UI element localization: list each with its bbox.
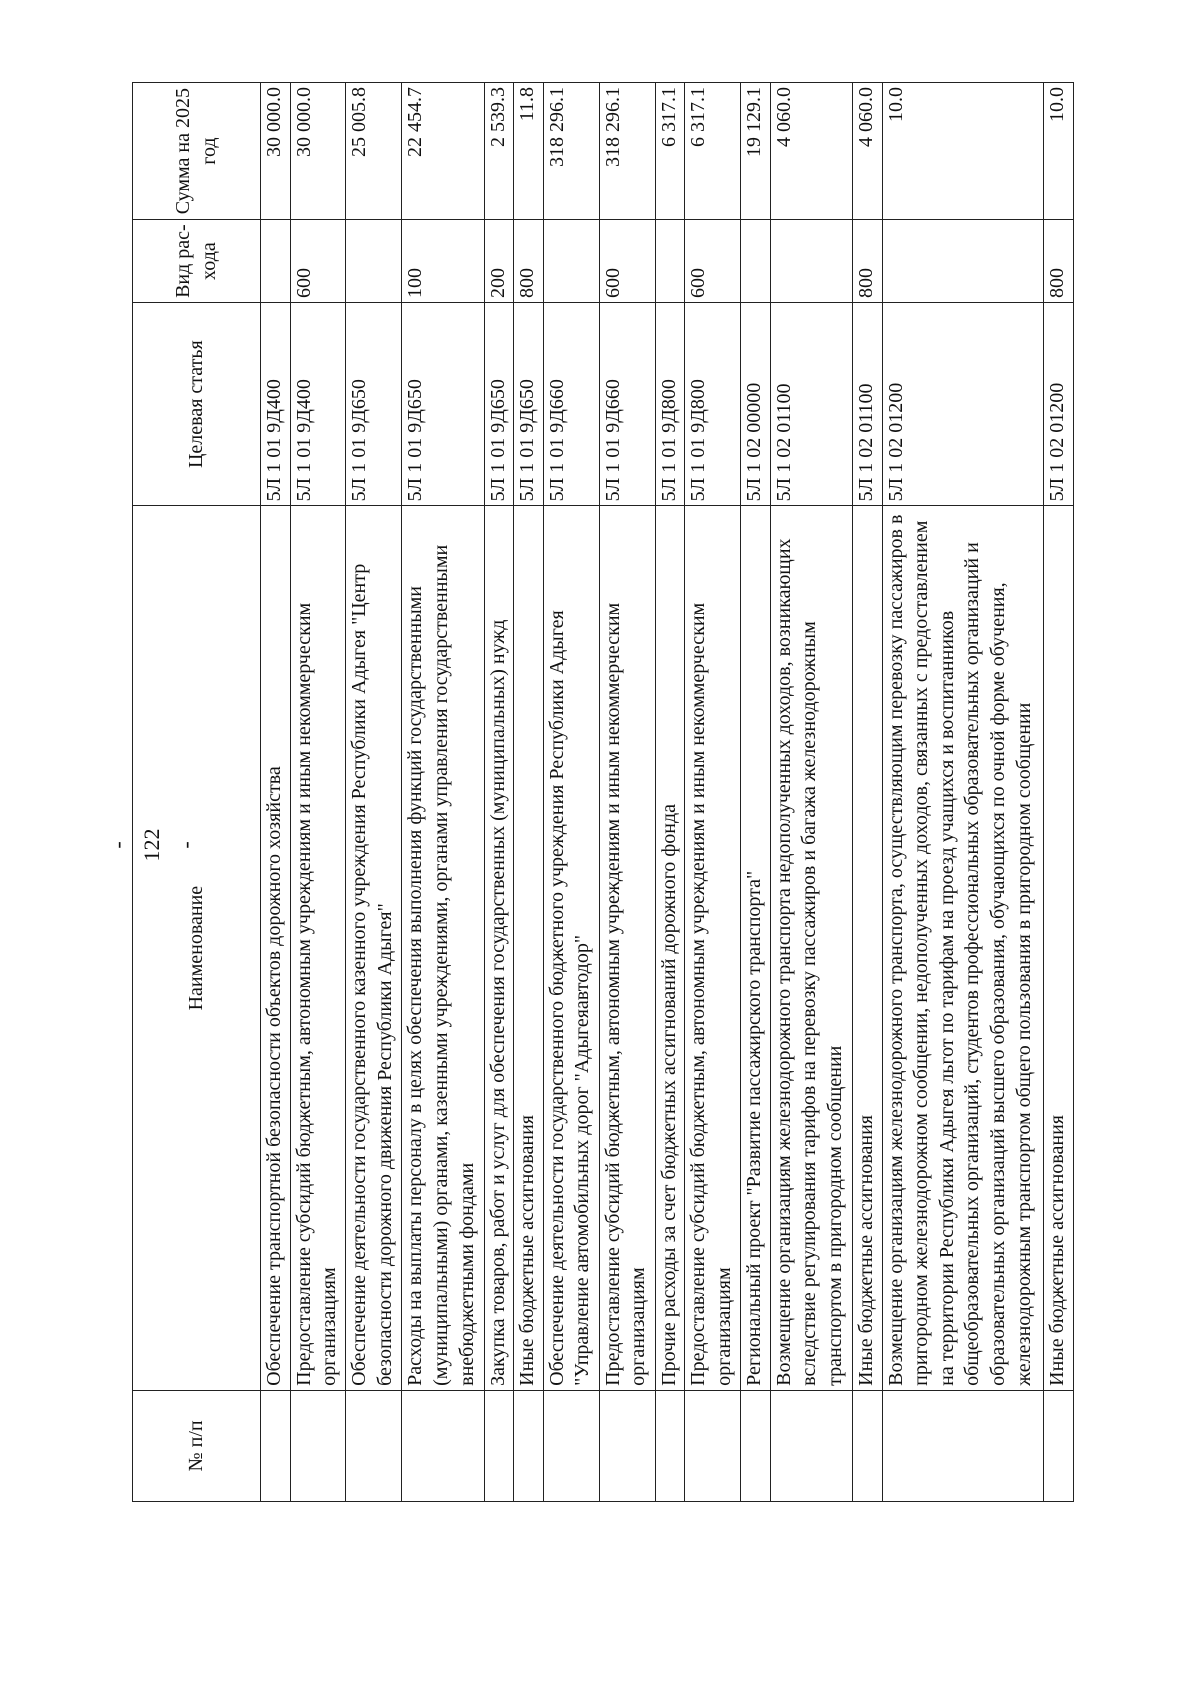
- code-cell: 5Л 1 01 9Д400: [261, 302, 291, 505]
- code-cell: 5Л 1 01 9Д650: [484, 302, 514, 505]
- header-name: Наименование: [133, 506, 261, 1391]
- sum-cell: 4 060.0: [770, 83, 852, 220]
- num-cell-num: [346, 1390, 402, 1501]
- type-cell: [261, 220, 291, 303]
- table-row: [261, 83, 291, 1502]
- code-cell: 5Л 1 01 9Д800: [655, 302, 685, 505]
- table-row: [484, 83, 514, 1502]
- sum-cell: 19 129.1: [741, 83, 771, 220]
- name-cell: Обеспечение деятельности государственного казенного учреждения Республики Адыгея "Центр безопасности дорожного движения Республики Адыгея": [346, 506, 402, 1391]
- type-cell: 600: [599, 220, 655, 303]
- name-cell: Обеспечение транспортной безопасности объектов дорожного хозяйства: [261, 506, 291, 1391]
- num-cell-num: [290, 1390, 346, 1501]
- num-cell-num: [484, 1390, 514, 1501]
- table-row: [543, 83, 599, 1502]
- name-cell: Предоставление субсидий бюджетным, автономным учреждениям и иным некоммерческим организациям: [599, 506, 655, 1391]
- num-cell-num: [261, 1390, 291, 1501]
- name-cell: Иные бюджетные ассигнования: [853, 506, 883, 1391]
- num-cell-num: [402, 1390, 484, 1501]
- name-cell: Возмещение организациям железнодорожного транспорта, осуществляющим перевозку пассажиров в пригородном железнодорожном сообщении, недополученных доходов, связанных с предоставлением на территории Республики Адыгея льгот по тарифам на проезд учащихся и воспитанников общеобразовательных организаций, студентов профессиональных образовательных организаций и образовательных организаций высшего образования, обучающихся по очной форме обучения, железнодорожным транспортом общего пользования в пригородном сообщении: [882, 506, 1044, 1391]
- table-row: [882, 83, 1044, 1502]
- type-cell: [346, 220, 402, 303]
- sum-cell: 6 317.1: [655, 83, 685, 220]
- type-cell: [770, 220, 852, 303]
- sum-cell: 318 296.1: [599, 83, 655, 220]
- name-cell: Предоставление субсидий бюджетным, автономным учреждениям и иным некоммерческим организациям: [290, 506, 346, 1391]
- type-cell: 800: [1044, 220, 1074, 303]
- sum-cell: 6 317.1: [685, 83, 741, 220]
- rotated-table-wrapper: [132, 82, 1074, 1502]
- code-cell: 5Л 1 02 01100: [853, 302, 883, 505]
- num-cell-num: [853, 1390, 883, 1501]
- name-cell: Обеспечение деятельности государственного бюджетного учреждения Республики Адыгея "Управление автомобильных дорог "Адыгеяавтодор": [543, 506, 599, 1391]
- sum-cell: 30 000.0: [261, 83, 291, 220]
- name-cell: Региональный проект "Развитие пассажирского транспорта": [741, 506, 771, 1391]
- header-type: Вид рас-хода: [133, 220, 261, 303]
- sum-cell: 25 005.8: [346, 83, 402, 220]
- sum-cell: 10.0: [1044, 83, 1074, 220]
- code-cell: 5Л 1 02 01100: [770, 302, 852, 505]
- name-cell: Иные бюджетные ассигнования: [1044, 506, 1074, 1391]
- name-cell: Расходы на выплаты персоналу в целях обеспечения выполнения функций государственными (муниципальными) органами, казенными учреждениями, органами управления государственными внебюджетными фондами: [402, 506, 484, 1391]
- type-cell: 800: [514, 220, 544, 303]
- page-number: - 122 -: [105, 828, 198, 862]
- type-cell: 600: [290, 220, 346, 303]
- sum-cell: 30 000.0: [290, 83, 346, 220]
- name-cell: Закупка товаров, работ и услуг для обеспечения государственных (муниципальных) нужд: [484, 506, 514, 1391]
- type-cell: [543, 220, 599, 303]
- table-row: [599, 83, 655, 1502]
- code-cell: 5Л 1 02 00000: [741, 302, 771, 505]
- type-cell: [882, 220, 1044, 303]
- num-cell-num: [770, 1390, 852, 1501]
- num-cell-num: [1044, 1390, 1074, 1501]
- sum-cell: 318 296.1: [543, 83, 599, 220]
- type-cell: [655, 220, 685, 303]
- code-cell: 5Л 1 01 9Д650: [514, 302, 544, 505]
- type-cell: [741, 220, 771, 303]
- code-cell: 5Л 1 01 9Д400: [290, 302, 346, 505]
- code-cell: 5Л 1 01 9Д660: [543, 302, 599, 505]
- table-row: [770, 83, 852, 1502]
- table-row: [685, 83, 741, 1502]
- table-row: [853, 83, 883, 1502]
- table-row: [346, 83, 402, 1502]
- name-cell: Предоставление субсидий бюджетным, автономным учреждениям и иным некоммерческим организациям: [685, 506, 741, 1391]
- num-cell-num: [655, 1390, 685, 1501]
- num-cell-num: [685, 1390, 741, 1501]
- table-row: [655, 83, 685, 1502]
- table-row: [290, 83, 346, 1502]
- sum-cell: 4 060.0: [853, 83, 883, 220]
- num-cell-num: [599, 1390, 655, 1501]
- header-code: Целевая статья: [133, 302, 261, 505]
- type-cell: 800: [853, 220, 883, 303]
- sum-cell: 2 539.3: [484, 83, 514, 220]
- code-cell: 5Л 1 02 01200: [1044, 302, 1074, 505]
- code-cell: 5Л 1 01 9Д660: [599, 302, 655, 505]
- num-cell-num: [514, 1390, 544, 1501]
- num-cell-num: [882, 1390, 1044, 1501]
- type-cell: 600: [685, 220, 741, 303]
- type-cell: 200: [484, 220, 514, 303]
- table-row: [402, 83, 484, 1502]
- name-cell: Возмещение организациям железнодорожного транспорта недополученных доходов, возникающих вследствие регулирования тарифов на перевозку пассажиров и багажа железнодорожным транспортом в пригородном сообщении: [770, 506, 852, 1391]
- num-cell-num: [741, 1390, 771, 1501]
- code-cell: 5Л 1 01 9Д800: [685, 302, 741, 505]
- budget-table: [132, 82, 1074, 1502]
- num-cell-num: [543, 1390, 599, 1501]
- table-row: [1044, 83, 1074, 1502]
- name-cell: Иные бюджетные ассигнования: [514, 506, 544, 1391]
- sum-cell: 11.8: [514, 83, 544, 220]
- header-sum: Сумма на 2025 год: [133, 83, 261, 220]
- header-num: № п/п: [133, 1390, 261, 1501]
- table-row: [741, 83, 771, 1502]
- sum-cell: 22 454.7: [402, 83, 484, 220]
- table-body: [261, 83, 1074, 1502]
- type-cell: 100: [402, 220, 484, 303]
- table-row: [514, 83, 544, 1502]
- sum-cell: 10.0: [882, 83, 1044, 220]
- code-cell: 5Л 1 01 9Д650: [402, 302, 484, 505]
- table-header-row: [133, 83, 261, 1502]
- code-cell: 5Л 1 01 9Д650: [346, 302, 402, 505]
- name-cell: Прочие расходы за счет бюджетных ассигнований дорожного фонда: [655, 506, 685, 1391]
- code-cell: 5Л 1 02 01200: [882, 302, 1044, 505]
